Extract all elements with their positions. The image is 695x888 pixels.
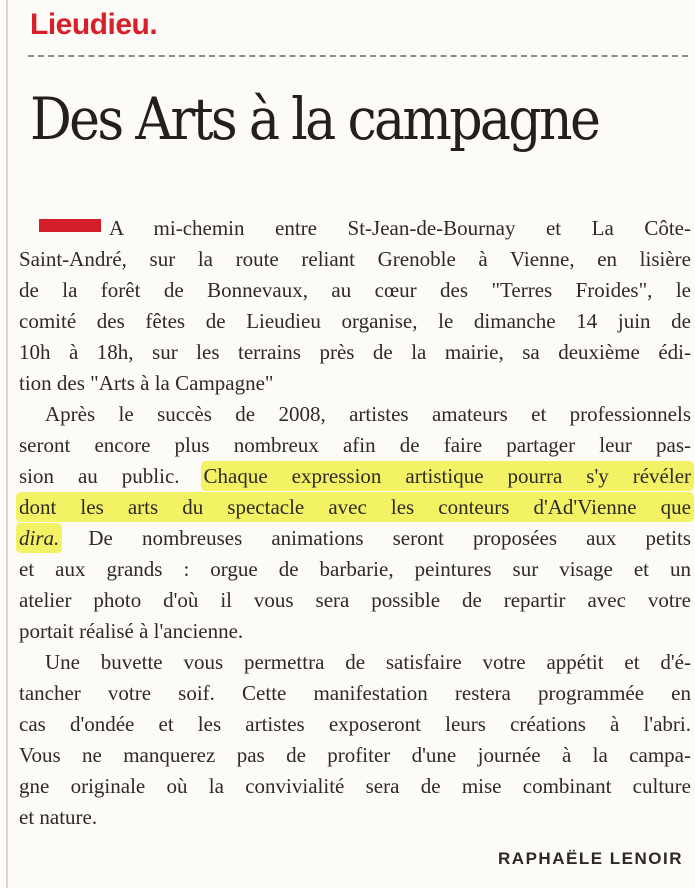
body-line: de la forêt de Bonnevaux, au cœur des "Terres Froides", le [19,278,691,302]
body-line: gne originale où la convivialité sera de mise combinant culture [19,774,691,798]
highlighted-text: dira. [19,526,60,550]
kicker-location: Lieudieu. [30,8,158,41]
body-line: Vous ne manquerez pas de profiter d'une journée à la campa- [19,743,691,767]
body-line: cas d'ondée et les artistes exposeront leurs créations à l'abri. [19,712,691,736]
body-line: 10h à 18h, sur les terrains près de la mairie, sa deuxième édi- [19,340,691,364]
highlighted-text: Chaque expression artistique pourra s'y révéler [203,464,692,488]
headline: Des Arts à la campagne [30,85,599,153]
body-line: Une buvette vous permettra de satisfaire votre appétit et d'é- [45,650,691,674]
body-line-text: A mi-chemin entre St-Jean-de-Bournay et La Côte- [109,216,691,240]
body-line: seront encore plus nombreux afin de faire partager leur pas- [19,433,691,457]
body-line [19,523,691,554]
clipping-edge [6,0,8,888]
body-line: comité des fêtes de Lieudieu organise, le dimanche 14 juin de [19,309,691,333]
body-line: portait réalisé à l'ancienne. [19,619,244,643]
body-line [19,213,691,244]
article-body [19,213,691,833]
body-line-text: sion au public. [19,464,180,488]
lead-marker-bar [39,219,101,232]
body-line-text: De nombreuses animations seront proposées aux petits [88,526,691,550]
author-byline: RAPHAËLE LENOIR [498,849,683,868]
body-line: atelier photo d'où il vous sera possible de repartir avec votre [19,588,691,612]
body-line: tion des "Arts à la Campagne" [19,371,274,395]
body-line: Après le succès de 2008, artistes amateurs et professionnels [45,402,691,426]
body-line: tancher votre soif. Cette manifestation restera programmée en [19,681,691,705]
body-line [19,492,691,523]
body-line [19,461,691,492]
body-line: et nature. [19,805,98,829]
highlighted-text: dont les arts du spectacle avec les conteurs d'Ad'Vienne que [19,495,691,519]
dashed-divider [28,55,688,57]
body-line: et aux grands : orgue de barbarie, peintures sur visage et un [19,557,691,581]
body-line: Saint-André, sur la route reliant Grenoble à Vienne, en lisière [19,247,691,271]
